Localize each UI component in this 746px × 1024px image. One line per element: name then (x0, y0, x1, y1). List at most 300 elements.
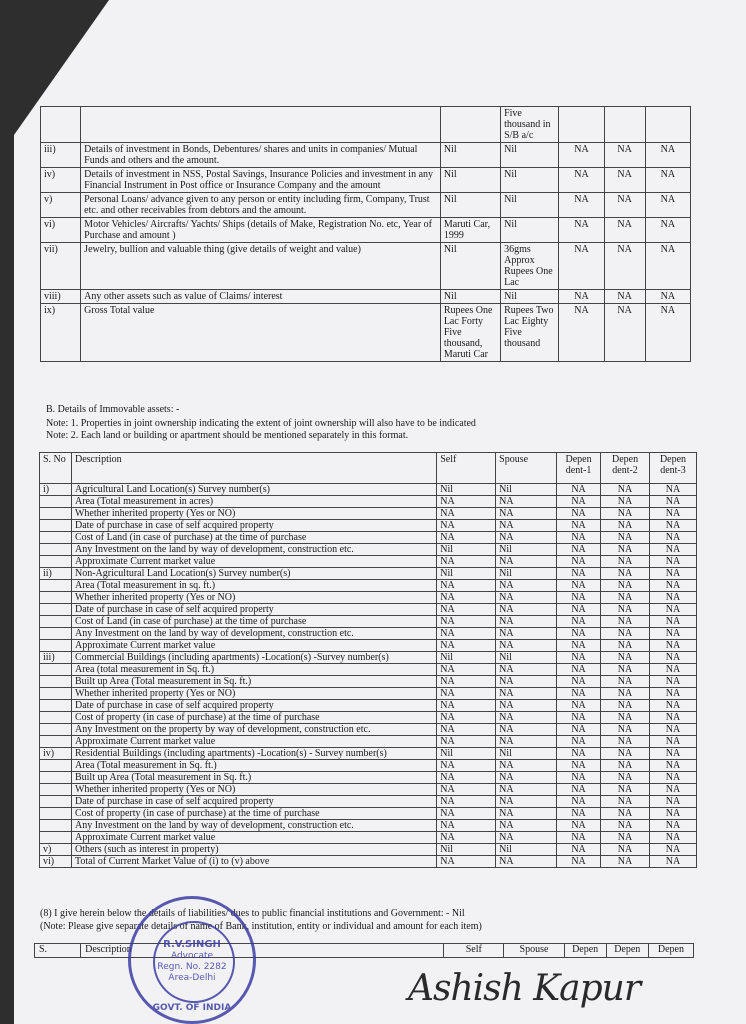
row-dependent-1: NA (559, 193, 604, 218)
row-dependent-3: NA (650, 832, 697, 844)
row-dependent-2: NA (601, 496, 650, 508)
row-dependent-3: NA (650, 640, 697, 652)
row-dependent-3: NA (645, 168, 690, 193)
row-dependent-3: NA (650, 688, 697, 700)
row-dependent-3: NA (650, 556, 697, 568)
section-8-note: (Note: Please give separate details of name of Bank, institution, entity or individual and amount for each item) (40, 921, 482, 932)
table-row (40, 724, 697, 736)
row-spouse: NA (496, 724, 557, 736)
table-row (40, 820, 697, 832)
row-number: iii) (40, 652, 72, 664)
row-spouse: NA (496, 712, 557, 724)
row-number: iv) (40, 748, 72, 760)
header-description: Description (81, 944, 444, 958)
row-dependent-1: NA (559, 243, 604, 290)
row-self: Nil (440, 290, 500, 304)
row-dependent-2: NA (601, 568, 650, 580)
row-description: Area (Total measurement in Sq. ft.) (71, 760, 436, 772)
row-dependent-1: NA (557, 640, 601, 652)
row-dependent-2: NA (601, 556, 650, 568)
row-dependent-2: NA (601, 808, 650, 820)
row-dependent-2: NA (601, 688, 650, 700)
row-spouse: NA (496, 856, 557, 868)
row-spouse: NA (496, 676, 557, 688)
table-row (40, 736, 697, 748)
row-description: Commercial Buildings (including apartments) -Location(s) -Survey number(s) (71, 652, 436, 664)
row-description: Any other assets such as value of Claims/ interest (81, 290, 441, 304)
row-spouse: NA (496, 808, 557, 820)
table-row (41, 290, 691, 304)
stamp-area: Area-Delhi (168, 973, 216, 983)
header-spouse: Spouse (504, 944, 564, 958)
row-self: Nil (437, 484, 496, 496)
row-self: NA (437, 592, 496, 604)
row-description: Details of investment in Bonds, Debentures/ shares and units in companies/ Mutual Funds and others and the amount. (81, 143, 441, 168)
row-dependent-3: NA (650, 628, 697, 640)
stamp-name: R.V.SINGH (163, 939, 221, 950)
advocate-stamp (128, 896, 256, 1024)
row-description: Area (Total measurement in acres) (71, 496, 436, 508)
row-number: vi) (40, 856, 72, 868)
row-description: Any Investment on the property by way of development, construction etc. (71, 724, 436, 736)
row-number (40, 760, 72, 772)
table-row (40, 568, 697, 580)
row-spouse: 36gms Approx Rupees One Lac (501, 243, 559, 290)
row-dependent-1: NA (557, 628, 601, 640)
table-row (41, 304, 691, 362)
row-dependent-3: NA (650, 508, 697, 520)
table-row (40, 796, 697, 808)
row-dependent-3: NA (650, 820, 697, 832)
table-row (40, 544, 697, 556)
table-row (41, 243, 691, 290)
row-self: NA (437, 532, 496, 544)
row-dependent-2: NA (601, 856, 650, 868)
table-row (40, 676, 697, 688)
table-row (40, 844, 697, 856)
row-description: Jewelry, bullion and valuable thing (give details of weight and value) (81, 243, 441, 290)
row-number (40, 664, 72, 676)
row-self: NA (437, 604, 496, 616)
row-dependent-3: NA (650, 700, 697, 712)
row-number (40, 544, 72, 556)
header-dependent-2: Depen dent-2 (601, 453, 650, 484)
row-spouse: NA (496, 640, 557, 652)
row-number (40, 616, 72, 628)
row-description: Whether inherited property (Yes or NO) (71, 592, 436, 604)
row-number (40, 592, 72, 604)
row-dependent-1: NA (557, 688, 601, 700)
row-description: Cost of Land (in case of purchase) at the time of purchase (71, 532, 436, 544)
row-dependent-3: NA (650, 772, 697, 784)
row-spouse: NA (496, 496, 557, 508)
row-number (40, 712, 72, 724)
row-description: Whether inherited property (Yes or NO) (71, 508, 436, 520)
table-row (40, 760, 697, 772)
table-row (40, 808, 697, 820)
row-description: Area (total measurement in Sq. ft.) (71, 664, 436, 676)
row-dependent-2: NA (601, 724, 650, 736)
row-dependent-1: NA (557, 616, 601, 628)
row-spouse: NA (496, 520, 557, 532)
row-description: Date of purchase in case of self acquired property (71, 700, 436, 712)
row-description: Approximate Current market value (71, 736, 436, 748)
row-dependent-1: NA (557, 580, 601, 592)
row-number: ix) (41, 304, 81, 362)
row-dependent-1: NA (559, 143, 604, 168)
row-dependent-1: NA (557, 508, 601, 520)
row-description: Built up Area (Total measurement in Sq. ft.) (71, 676, 436, 688)
row-dependent-2: NA (601, 772, 650, 784)
row-dependent-3: NA (650, 652, 697, 664)
row-self: NA (437, 628, 496, 640)
row-number: ii) (40, 568, 72, 580)
row-dependent-3: NA (645, 290, 690, 304)
scan-background-edge (0, 0, 14, 1024)
row-dependent-2: NA (601, 664, 650, 676)
row-self: NA (437, 820, 496, 832)
header-dependent-3: Depen dent-3 (650, 453, 697, 484)
row-spouse: NA (496, 616, 557, 628)
row-number (40, 580, 72, 592)
row-description: Cost of property (in case of purchase) at the time of purchase (71, 808, 436, 820)
row-self: NA (437, 640, 496, 652)
row-dependent-3: NA (650, 748, 697, 760)
row-number: iii) (41, 143, 81, 168)
row-self: NA (437, 772, 496, 784)
row-dependent-3: NA (650, 808, 697, 820)
row-dependent-1: NA (557, 592, 601, 604)
row-description: Cost of property (in case of purchase) at the time of purchase (71, 712, 436, 724)
row-self: NA (437, 736, 496, 748)
row-dependent-1: NA (557, 556, 601, 568)
row-self: Nil (437, 748, 496, 760)
header-description: Description (71, 453, 436, 484)
section-b-title: B. Details of Immovable assets: - (46, 404, 180, 415)
header-self: Self (437, 453, 496, 484)
table-row (40, 628, 697, 640)
row-dependent-1: NA (559, 168, 604, 193)
header-dependent-1: Depen dent-1 (557, 453, 601, 484)
row-number (40, 688, 72, 700)
table-row (40, 604, 697, 616)
table-row (40, 592, 697, 604)
row-dependent-3: NA (650, 796, 697, 808)
row-dependent-2: NA (601, 508, 650, 520)
row-spouse: Rupees Two Lac Eighty Five thousand (501, 304, 559, 362)
row-description: Cost of Land (in case of purchase) at the time of purchase (71, 616, 436, 628)
row-description: Non-Agricultural Land Location(s) Survey number(s) (71, 568, 436, 580)
row-number (40, 640, 72, 652)
row-number (40, 700, 72, 712)
table-row (40, 856, 697, 868)
row-dependent-2: NA (601, 676, 650, 688)
row-dependent-2: NA (601, 640, 650, 652)
row-dependent-1: NA (557, 820, 601, 832)
row-dependent-1: NA (557, 712, 601, 724)
row-dependent-2 (604, 107, 645, 143)
row-dependent-1: NA (557, 736, 601, 748)
row-description: Gross Total value (81, 304, 441, 362)
row-dependent-1: NA (557, 544, 601, 556)
row-dependent-2: NA (604, 168, 645, 193)
header-dependent-1: Depen (564, 944, 606, 958)
row-number: i) (40, 484, 72, 496)
header-sno: S. No (40, 453, 72, 484)
table-row (40, 700, 697, 712)
row-self: Nil (437, 844, 496, 856)
row-dependent-3: NA (645, 304, 690, 362)
row-self: NA (437, 808, 496, 820)
table-row (40, 556, 697, 568)
row-dependent-1: NA (557, 568, 601, 580)
row-dependent-2: NA (601, 748, 650, 760)
row-description: Built up Area (Total measurement in Sq. ft.) (71, 772, 436, 784)
row-self: Nil (440, 193, 500, 218)
row-dependent-3: NA (650, 496, 697, 508)
row-self: Maruti Car, 1999 (440, 218, 500, 243)
row-spouse: NA (496, 556, 557, 568)
row-number (40, 808, 72, 820)
row-spouse: NA (496, 688, 557, 700)
table-row (40, 532, 697, 544)
table-header-row (40, 453, 697, 484)
row-dependent-3: NA (650, 616, 697, 628)
row-number (40, 832, 72, 844)
row-spouse: Nil (501, 218, 559, 243)
stamp-regn: Regn. No. 2282 (157, 962, 227, 972)
row-spouse: NA (496, 700, 557, 712)
row-number (40, 772, 72, 784)
row-dependent-1: NA (557, 772, 601, 784)
row-dependent-3: NA (650, 568, 697, 580)
table-row (40, 712, 697, 724)
row-dependent-1: NA (559, 290, 604, 304)
row-dependent-2: NA (601, 544, 650, 556)
row-dependent-3: NA (650, 712, 697, 724)
row-number (40, 628, 72, 640)
row-description: Whether inherited property (Yes or NO) (71, 784, 436, 796)
row-dependent-1: NA (557, 520, 601, 532)
table-row (41, 107, 691, 143)
row-number (41, 107, 81, 143)
row-number (40, 736, 72, 748)
row-dependent-3: NA (650, 520, 697, 532)
row-self: NA (437, 496, 496, 508)
table-row (40, 664, 697, 676)
row-self: NA (437, 616, 496, 628)
row-dependent-3: NA (650, 544, 697, 556)
row-description: Whether inherited property (Yes or NO) (71, 688, 436, 700)
row-number (40, 556, 72, 568)
row-spouse: Nil (496, 568, 557, 580)
row-dependent-2: NA (601, 700, 650, 712)
row-spouse: Five thousand in S/B a/c (501, 107, 559, 143)
row-spouse: NA (496, 628, 557, 640)
row-self: NA (437, 856, 496, 868)
row-description: Others (such as interest in property) (71, 844, 436, 856)
table-row (40, 484, 697, 496)
row-spouse: NA (496, 736, 557, 748)
table-row (41, 218, 691, 243)
row-self: NA (437, 760, 496, 772)
section-b-note-1: Note: 1. Properties in joint ownership indicating the extent of joint ownership will also have to be indicated (46, 418, 476, 429)
row-dependent-3: NA (650, 724, 697, 736)
header-sno: S. (35, 944, 81, 958)
row-dependent-1: NA (557, 724, 601, 736)
row-dependent-2: NA (601, 580, 650, 592)
row-spouse: NA (496, 784, 557, 796)
row-dependent-1: NA (557, 532, 601, 544)
row-dependent-2: NA (601, 784, 650, 796)
row-spouse: Nil (501, 290, 559, 304)
row-spouse: NA (496, 772, 557, 784)
row-spouse: Nil (496, 748, 557, 760)
movable-assets-table (40, 106, 691, 362)
row-spouse: NA (496, 532, 557, 544)
row-self: Rupees One Lac Forty Five thousand, Maruti Car (440, 304, 500, 362)
row-description: Area (Total measurement in sq. ft.) (71, 580, 436, 592)
row-self: Nil (440, 143, 500, 168)
row-self: Nil (437, 544, 496, 556)
stamp-title: Advocate (170, 951, 214, 961)
table-row (40, 832, 697, 844)
row-dependent-1 (559, 107, 604, 143)
row-self: NA (437, 688, 496, 700)
row-spouse: NA (496, 580, 557, 592)
row-description: Any Investment on the land by way of development, construction etc. (71, 544, 436, 556)
row-dependent-3: NA (650, 844, 697, 856)
row-dependent-2: NA (604, 143, 645, 168)
row-self: Nil (440, 243, 500, 290)
table-row (40, 652, 697, 664)
row-number: vi) (41, 218, 81, 243)
row-description: Personal Loans/ advance given to any person or entity including firm, Company, Trust etc. and other receivables from debtors and the amount. (81, 193, 441, 218)
row-number: v) (40, 844, 72, 856)
row-description: Approximate Current market value (71, 556, 436, 568)
row-spouse: NA (496, 820, 557, 832)
row-dependent-2: NA (604, 304, 645, 362)
row-number (40, 796, 72, 808)
row-dependent-2: NA (601, 592, 650, 604)
row-self: Nil (437, 652, 496, 664)
row-self: NA (437, 700, 496, 712)
row-dependent-1: NA (557, 808, 601, 820)
row-self: NA (437, 796, 496, 808)
row-dependent-3: NA (650, 760, 697, 772)
row-description: Approximate Current market value (71, 640, 436, 652)
row-dependent-1: NA (557, 700, 601, 712)
row-self: NA (437, 712, 496, 724)
row-dependent-2: NA (604, 243, 645, 290)
row-description: Motor Vehicles/ Aircrafts/ Yachts/ Ships (details of Make, Registration No. etc, Year of Purchase and amount ) (81, 218, 441, 243)
row-dependent-1: NA (557, 856, 601, 868)
row-dependent-3: NA (645, 218, 690, 243)
row-description: Total of Current Market Value of (i) to (v) above (71, 856, 436, 868)
row-dependent-1: NA (557, 496, 601, 508)
row-spouse: NA (496, 604, 557, 616)
row-dependent-3: NA (650, 676, 697, 688)
row-self: NA (437, 664, 496, 676)
row-dependent-2: NA (601, 844, 650, 856)
row-dependent-1: NA (557, 748, 601, 760)
table-row (40, 616, 697, 628)
row-dependent-1: NA (557, 784, 601, 796)
row-spouse: Nil (501, 193, 559, 218)
table-row (40, 508, 697, 520)
row-number (40, 604, 72, 616)
row-dependent-2: NA (601, 520, 650, 532)
row-spouse: Nil (496, 652, 557, 664)
row-self: NA (437, 520, 496, 532)
row-dependent-2: NA (601, 484, 650, 496)
row-description (81, 107, 441, 143)
row-dependent-3: NA (645, 143, 690, 168)
row-spouse: Nil (501, 168, 559, 193)
row-dependent-2: NA (601, 832, 650, 844)
row-dependent-3: NA (650, 736, 697, 748)
row-dependent-1: NA (557, 652, 601, 664)
table-row (40, 688, 697, 700)
row-dependent-2: NA (601, 796, 650, 808)
table-row (41, 143, 691, 168)
row-dependent-2: NA (601, 736, 650, 748)
row-dependent-2: NA (604, 290, 645, 304)
table-row (40, 580, 697, 592)
row-dependent-2: NA (601, 616, 650, 628)
table-row (40, 748, 697, 760)
row-self: NA (437, 724, 496, 736)
table-row (41, 193, 691, 218)
row-dependent-1: NA (557, 604, 601, 616)
row-dependent-3: NA (645, 193, 690, 218)
row-number (40, 532, 72, 544)
row-number: iv) (41, 168, 81, 193)
row-dependent-3 (645, 107, 690, 143)
row-dependent-2: NA (601, 628, 650, 640)
signature: Ashish Kapur (408, 968, 641, 1009)
row-spouse: NA (496, 760, 557, 772)
row-dependent-1: NA (557, 484, 601, 496)
row-self: Nil (440, 168, 500, 193)
row-dependent-1: NA (557, 832, 601, 844)
row-number (40, 508, 72, 520)
row-self: NA (437, 580, 496, 592)
row-dependent-2: NA (604, 218, 645, 243)
table-row (40, 772, 697, 784)
row-dependent-1: NA (557, 760, 601, 772)
row-dependent-3: NA (650, 580, 697, 592)
row-description: Date of purchase in case of self acquired property (71, 604, 436, 616)
row-dependent-1: NA (557, 664, 601, 676)
immovable-assets-table (39, 452, 697, 868)
section-b-note-2: Note: 2. Each land or building or apartment should be mentioned separately in this format. (46, 430, 409, 441)
row-number: vii) (41, 243, 81, 290)
table-row (40, 496, 697, 508)
row-description: Agricultural Land Location(s) Survey number(s) (71, 484, 436, 496)
row-number (40, 520, 72, 532)
row-spouse: NA (496, 796, 557, 808)
row-spouse: Nil (501, 143, 559, 168)
table-row (40, 784, 697, 796)
row-dependent-3: NA (650, 604, 697, 616)
row-description: Any Investment on the land by way of development, construction etc. (71, 820, 436, 832)
row-dependent-2: NA (604, 193, 645, 218)
row-dependent-3: NA (650, 664, 697, 676)
row-spouse: NA (496, 832, 557, 844)
row-number: v) (41, 193, 81, 218)
row-spouse: Nil (496, 484, 557, 496)
